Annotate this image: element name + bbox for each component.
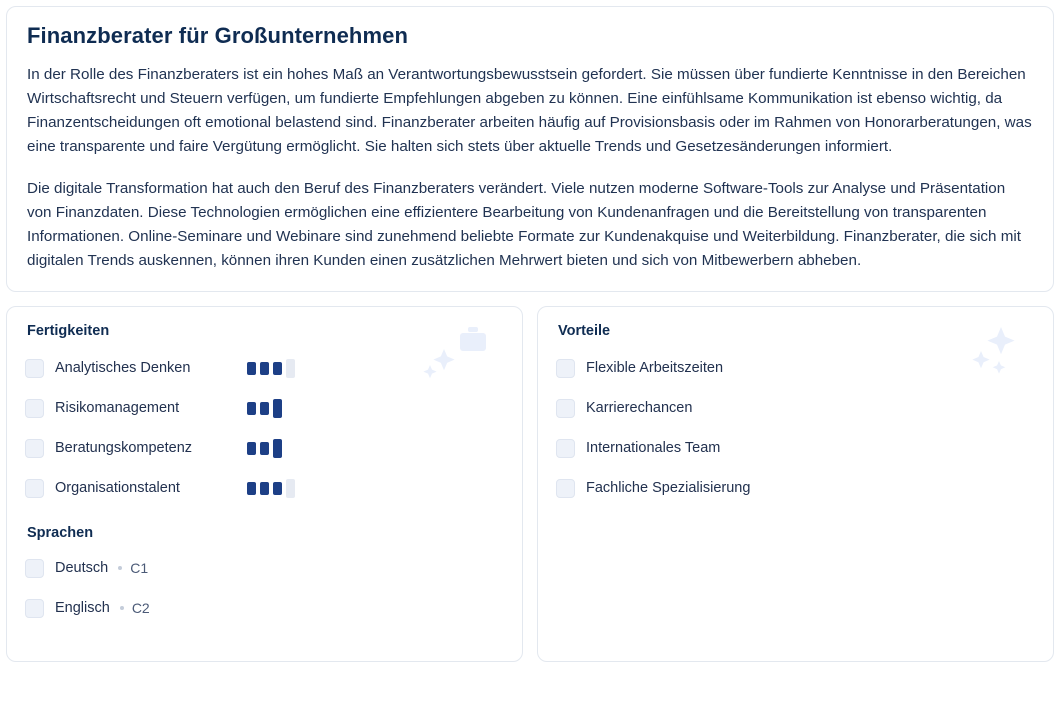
- checkbox-icon[interactable]: [556, 439, 575, 458]
- rating-bar: [260, 482, 269, 495]
- checkbox-icon[interactable]: [556, 479, 575, 498]
- rating-bar: [247, 442, 256, 455]
- benefit-row[interactable]: [556, 433, 1035, 463]
- rating-bar: [260, 442, 269, 455]
- benefit-label: Karrierechancen: [586, 400, 693, 417]
- language-row[interactable]: [25, 553, 504, 583]
- rating-bar: [273, 439, 282, 458]
- benefits-heading: Vorteile: [558, 323, 611, 340]
- panels-row: [6, 306, 1054, 662]
- benefit-row[interactable]: [556, 393, 1035, 423]
- checkbox-icon[interactable]: [25, 599, 44, 618]
- skill-row[interactable]: [25, 473, 504, 503]
- rating-bar: [273, 362, 282, 375]
- description-paragraph-1: In der Rolle des Finanzberaters ist ein hohes Maß an Verantwortungsbewusstsein gefordert. Sie müssen über fundierte Kenntnisse in den Bereichen Wirtschaftsrecht und Steuern verfügen, um fundierte Empfehlungen abgeben zu können. Eine einfühlsame Kommunikation ist ebenso wichtig, da Finanzentscheidungen oft emotional belastend sind. Finanzberater arbeiten häufig auf Provisionsbasis oder im Rahmen von Honorarberatungen, was eine transparente und faire Vergütung ermöglicht. Sie halten sich stets über aktuelle Trends und Gesetzesänderungen informiert.: [27, 66, 1032, 156]
- skill-rating: [247, 399, 282, 418]
- language-level: C1: [130, 560, 149, 577]
- checkbox-icon[interactable]: [25, 439, 44, 458]
- skill-label: Risikomanagement: [55, 400, 180, 417]
- language-label: Deutsch: [55, 560, 109, 577]
- language-row[interactable]: [25, 593, 504, 623]
- skill-label: Beratungskompetenz: [55, 440, 193, 457]
- skill-row[interactable]: [25, 433, 504, 463]
- checkbox-icon[interactable]: [25, 399, 44, 418]
- language-label: Englisch: [55, 600, 110, 617]
- separator-dot-icon: [120, 606, 124, 610]
- benefits-panel: [537, 306, 1054, 662]
- rating-bar: [247, 402, 256, 415]
- rating-bar: [247, 362, 256, 375]
- skills-heading: Fertigkeiten: [27, 323, 110, 340]
- skill-row[interactable]: [25, 393, 504, 423]
- benefit-row[interactable]: [556, 353, 1035, 383]
- rating-bar: [286, 479, 295, 498]
- rating-bar: [260, 362, 269, 375]
- description-paragraph-2: Die digitale Transformation hat auch den Beruf des Finanzberaters verändert. Viele nutzen moderne Software-Tools zur Analyse und Präsentation von Finanzdaten. Diese Technologien ermöglichen eine effizientere Bearbeitung von Kundenanfragen und die Bereitstellung von transparenten Informationen. Online-Seminare und Webinare sind zunehmend beliebte Formate zur Kundenakquise und Weiterbildung. Finanzberater, die sich mit digitalen Trends auskennen, können ihren Kunden einen zusätzlichen Mehrwert bieten und sich von Mitbewerbern abheben.: [27, 180, 1021, 270]
- skill-label: Organisationstalent: [55, 480, 180, 497]
- language-level: C2: [131, 600, 150, 617]
- skill-rating: [247, 439, 282, 458]
- rating-bar: [247, 482, 256, 495]
- page-title: Finanzberater für Großunternehmen: [27, 23, 409, 48]
- skill-rating: [247, 359, 295, 378]
- rating-bar: [286, 359, 295, 378]
- benefit-label: Flexible Arbeitszeiten: [586, 360, 724, 377]
- rating-bar: [260, 402, 269, 415]
- skills-panel: [6, 306, 523, 662]
- benefit-label: Fachliche Spezialisierung: [586, 480, 751, 497]
- job-description-card: [6, 6, 1054, 292]
- separator-dot-icon: [118, 566, 122, 570]
- checkbox-icon[interactable]: [25, 359, 44, 378]
- checkbox-icon[interactable]: [25, 479, 44, 498]
- checkbox-icon[interactable]: [25, 559, 44, 578]
- benefit-label: Internationales Team: [586, 440, 721, 457]
- skill-label: Analytisches Denken: [55, 360, 191, 377]
- skill-rating: [247, 479, 295, 498]
- checkbox-icon[interactable]: [556, 399, 575, 418]
- benefit-row[interactable]: [556, 473, 1035, 503]
- skill-row[interactable]: [25, 353, 504, 383]
- rating-bar: [273, 399, 282, 418]
- checkbox-icon[interactable]: [556, 359, 575, 378]
- languages-heading: Sprachen: [27, 525, 94, 542]
- rating-bar: [273, 482, 282, 495]
